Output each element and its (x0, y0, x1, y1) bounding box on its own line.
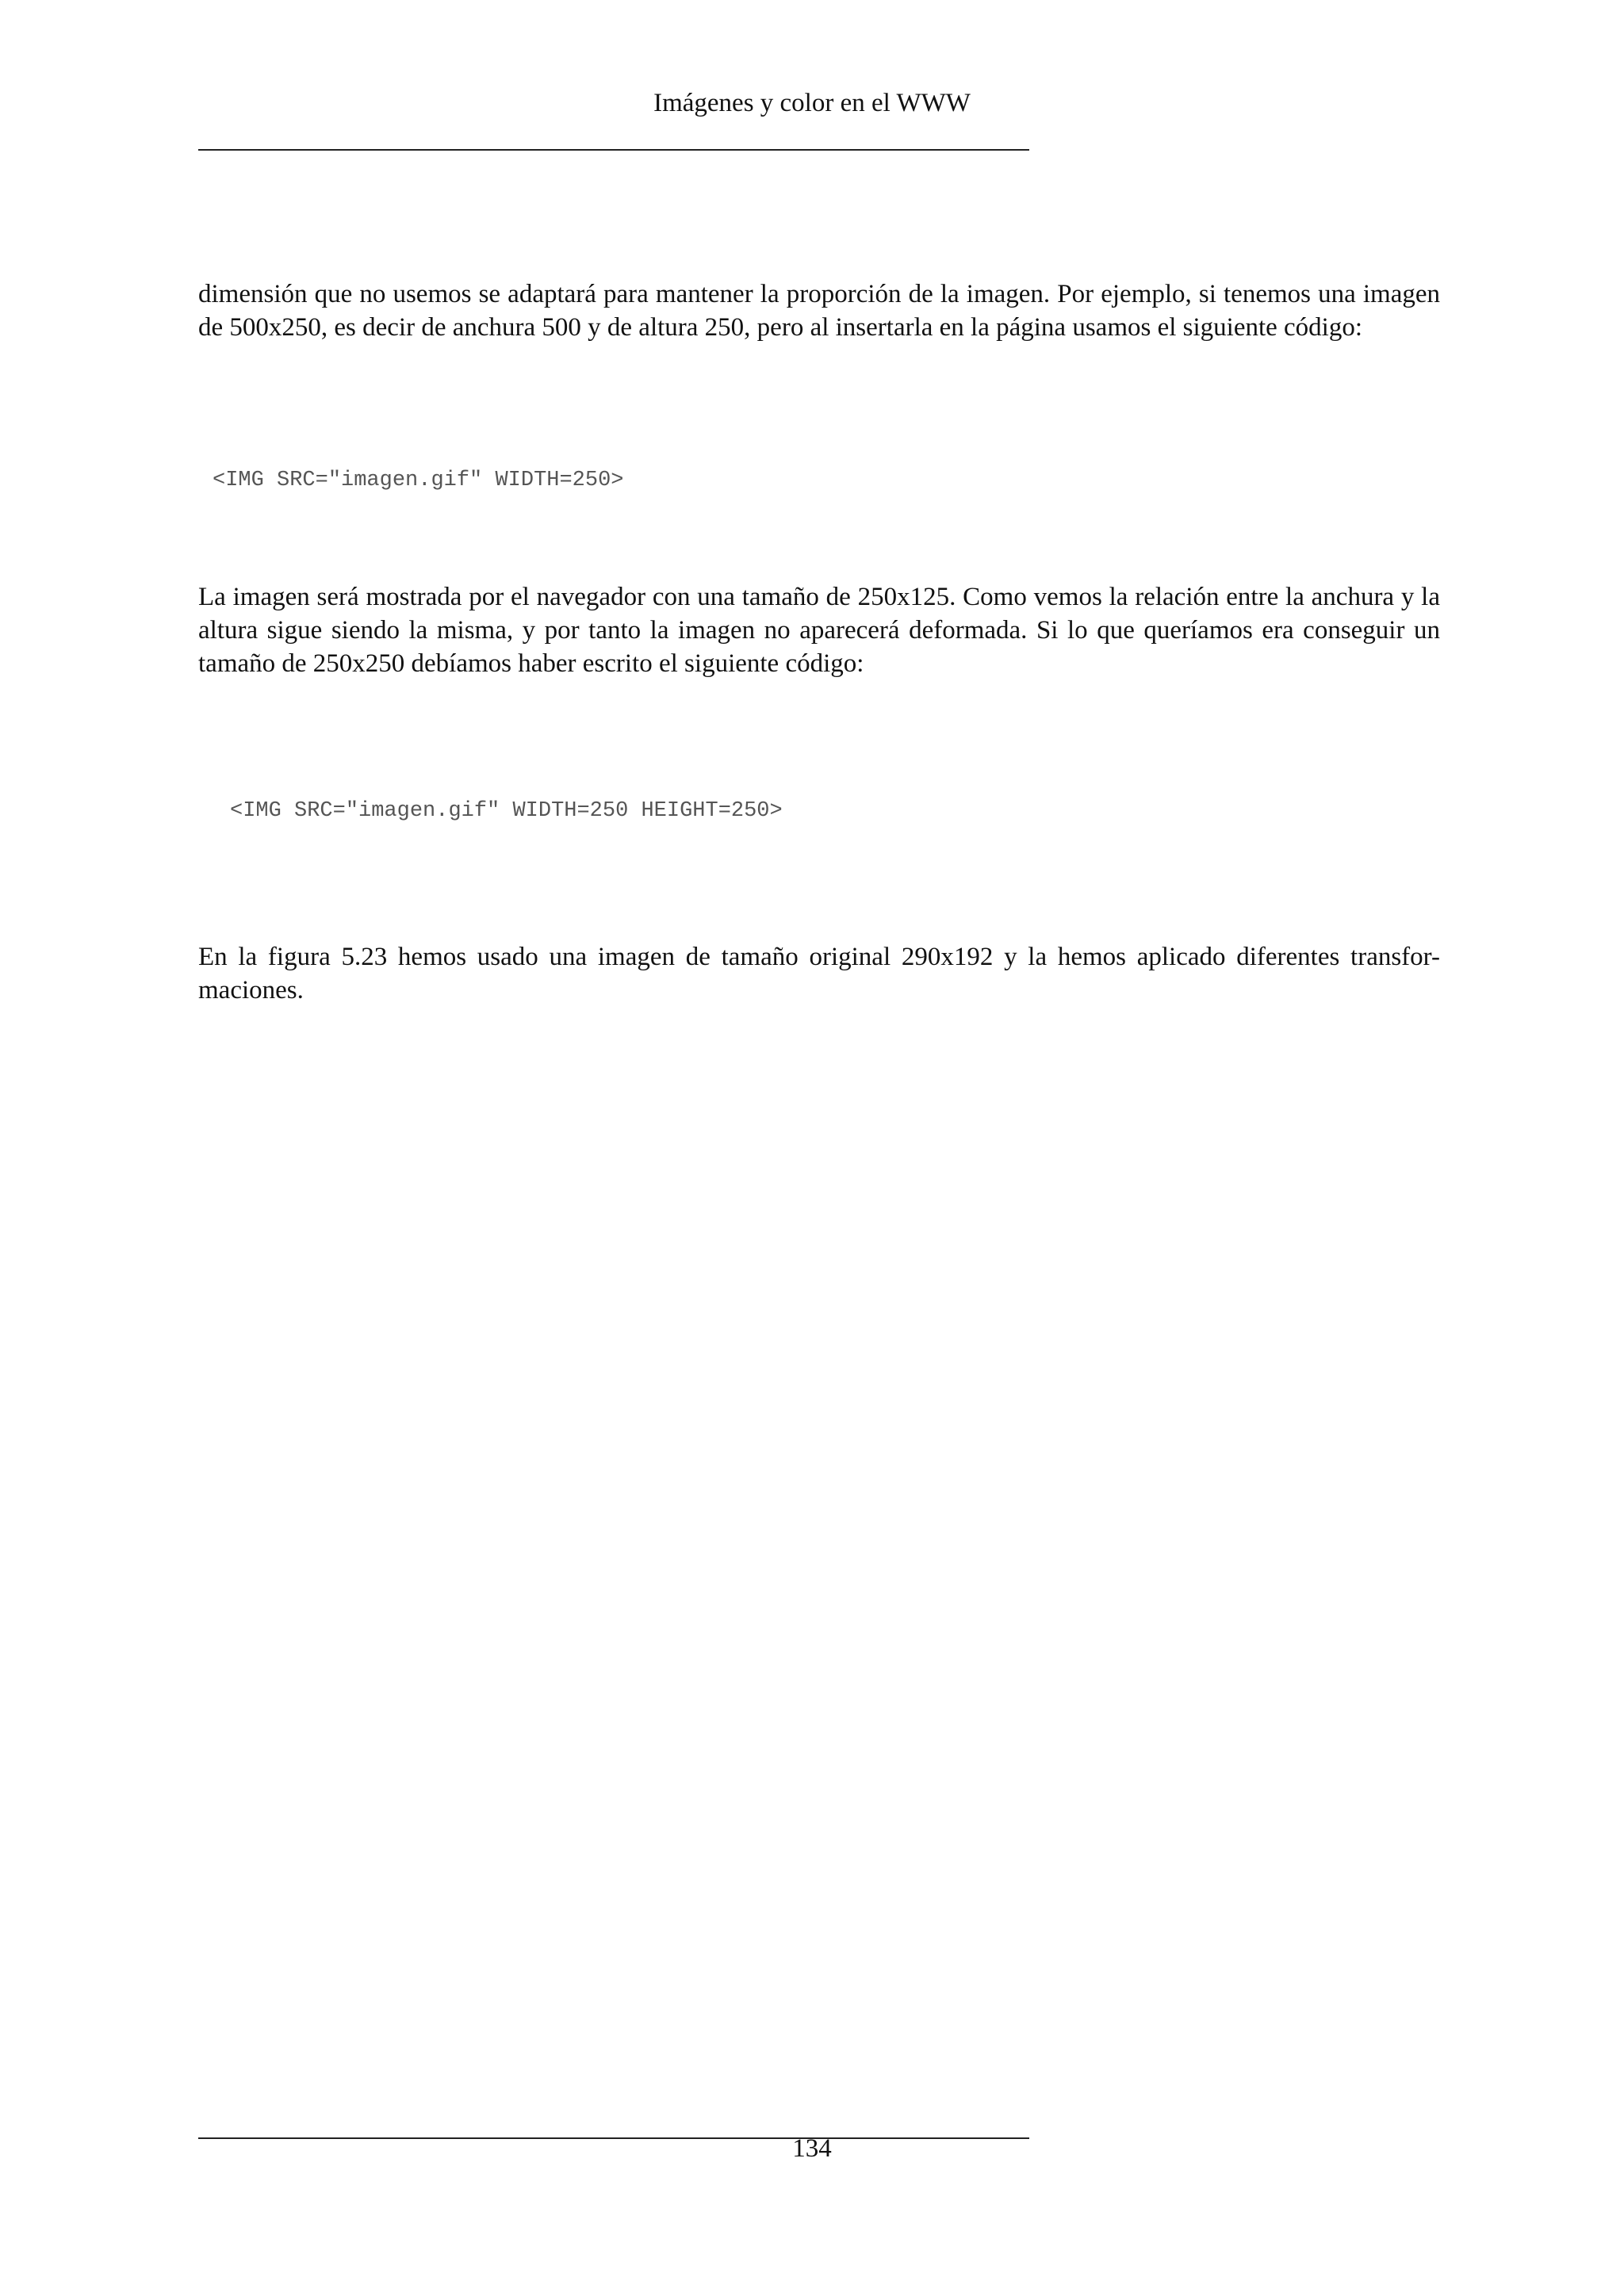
header-rule (198, 149, 1029, 151)
paragraph-dimension: dimensión que no usemos se adaptará para mantener la proporción de la imagen. Por ejemplo, si tenemos una imagen de 500x250, es decir de anchura 500 y de altura 250, pero al insertarla en la página usamos el siguiente código: (198, 280, 1440, 342)
page-header-title: Imágenes y color en el WWW (653, 89, 971, 117)
code-sample-width-height: <IMG SRC="imagen.gif" WIDTH=250 HEIGHT=250> (230, 799, 783, 823)
page-number: 134 (792, 2134, 832, 2163)
paragraph-figura: En la figura 5.23 hemos usado una imagen de tamaño original 290x192 y la hemos aplicado diferentes transfor-maciones. (198, 943, 1440, 1004)
paragraph-tamano: La imagen será mostrada por el navegador con una tamaño de 250x125. Como vemos la relación entre la anchura y la altura sigue siendo la misma, y por tanto la imagen no aparecerá deformada. Si lo que queríamos era conseguir un tamaño de 250x250 debíamos haber escrito el siguiente código: (198, 583, 1440, 678)
code-sample-width: <IMG SRC="imagen.gif" WIDTH=250> (213, 469, 624, 492)
